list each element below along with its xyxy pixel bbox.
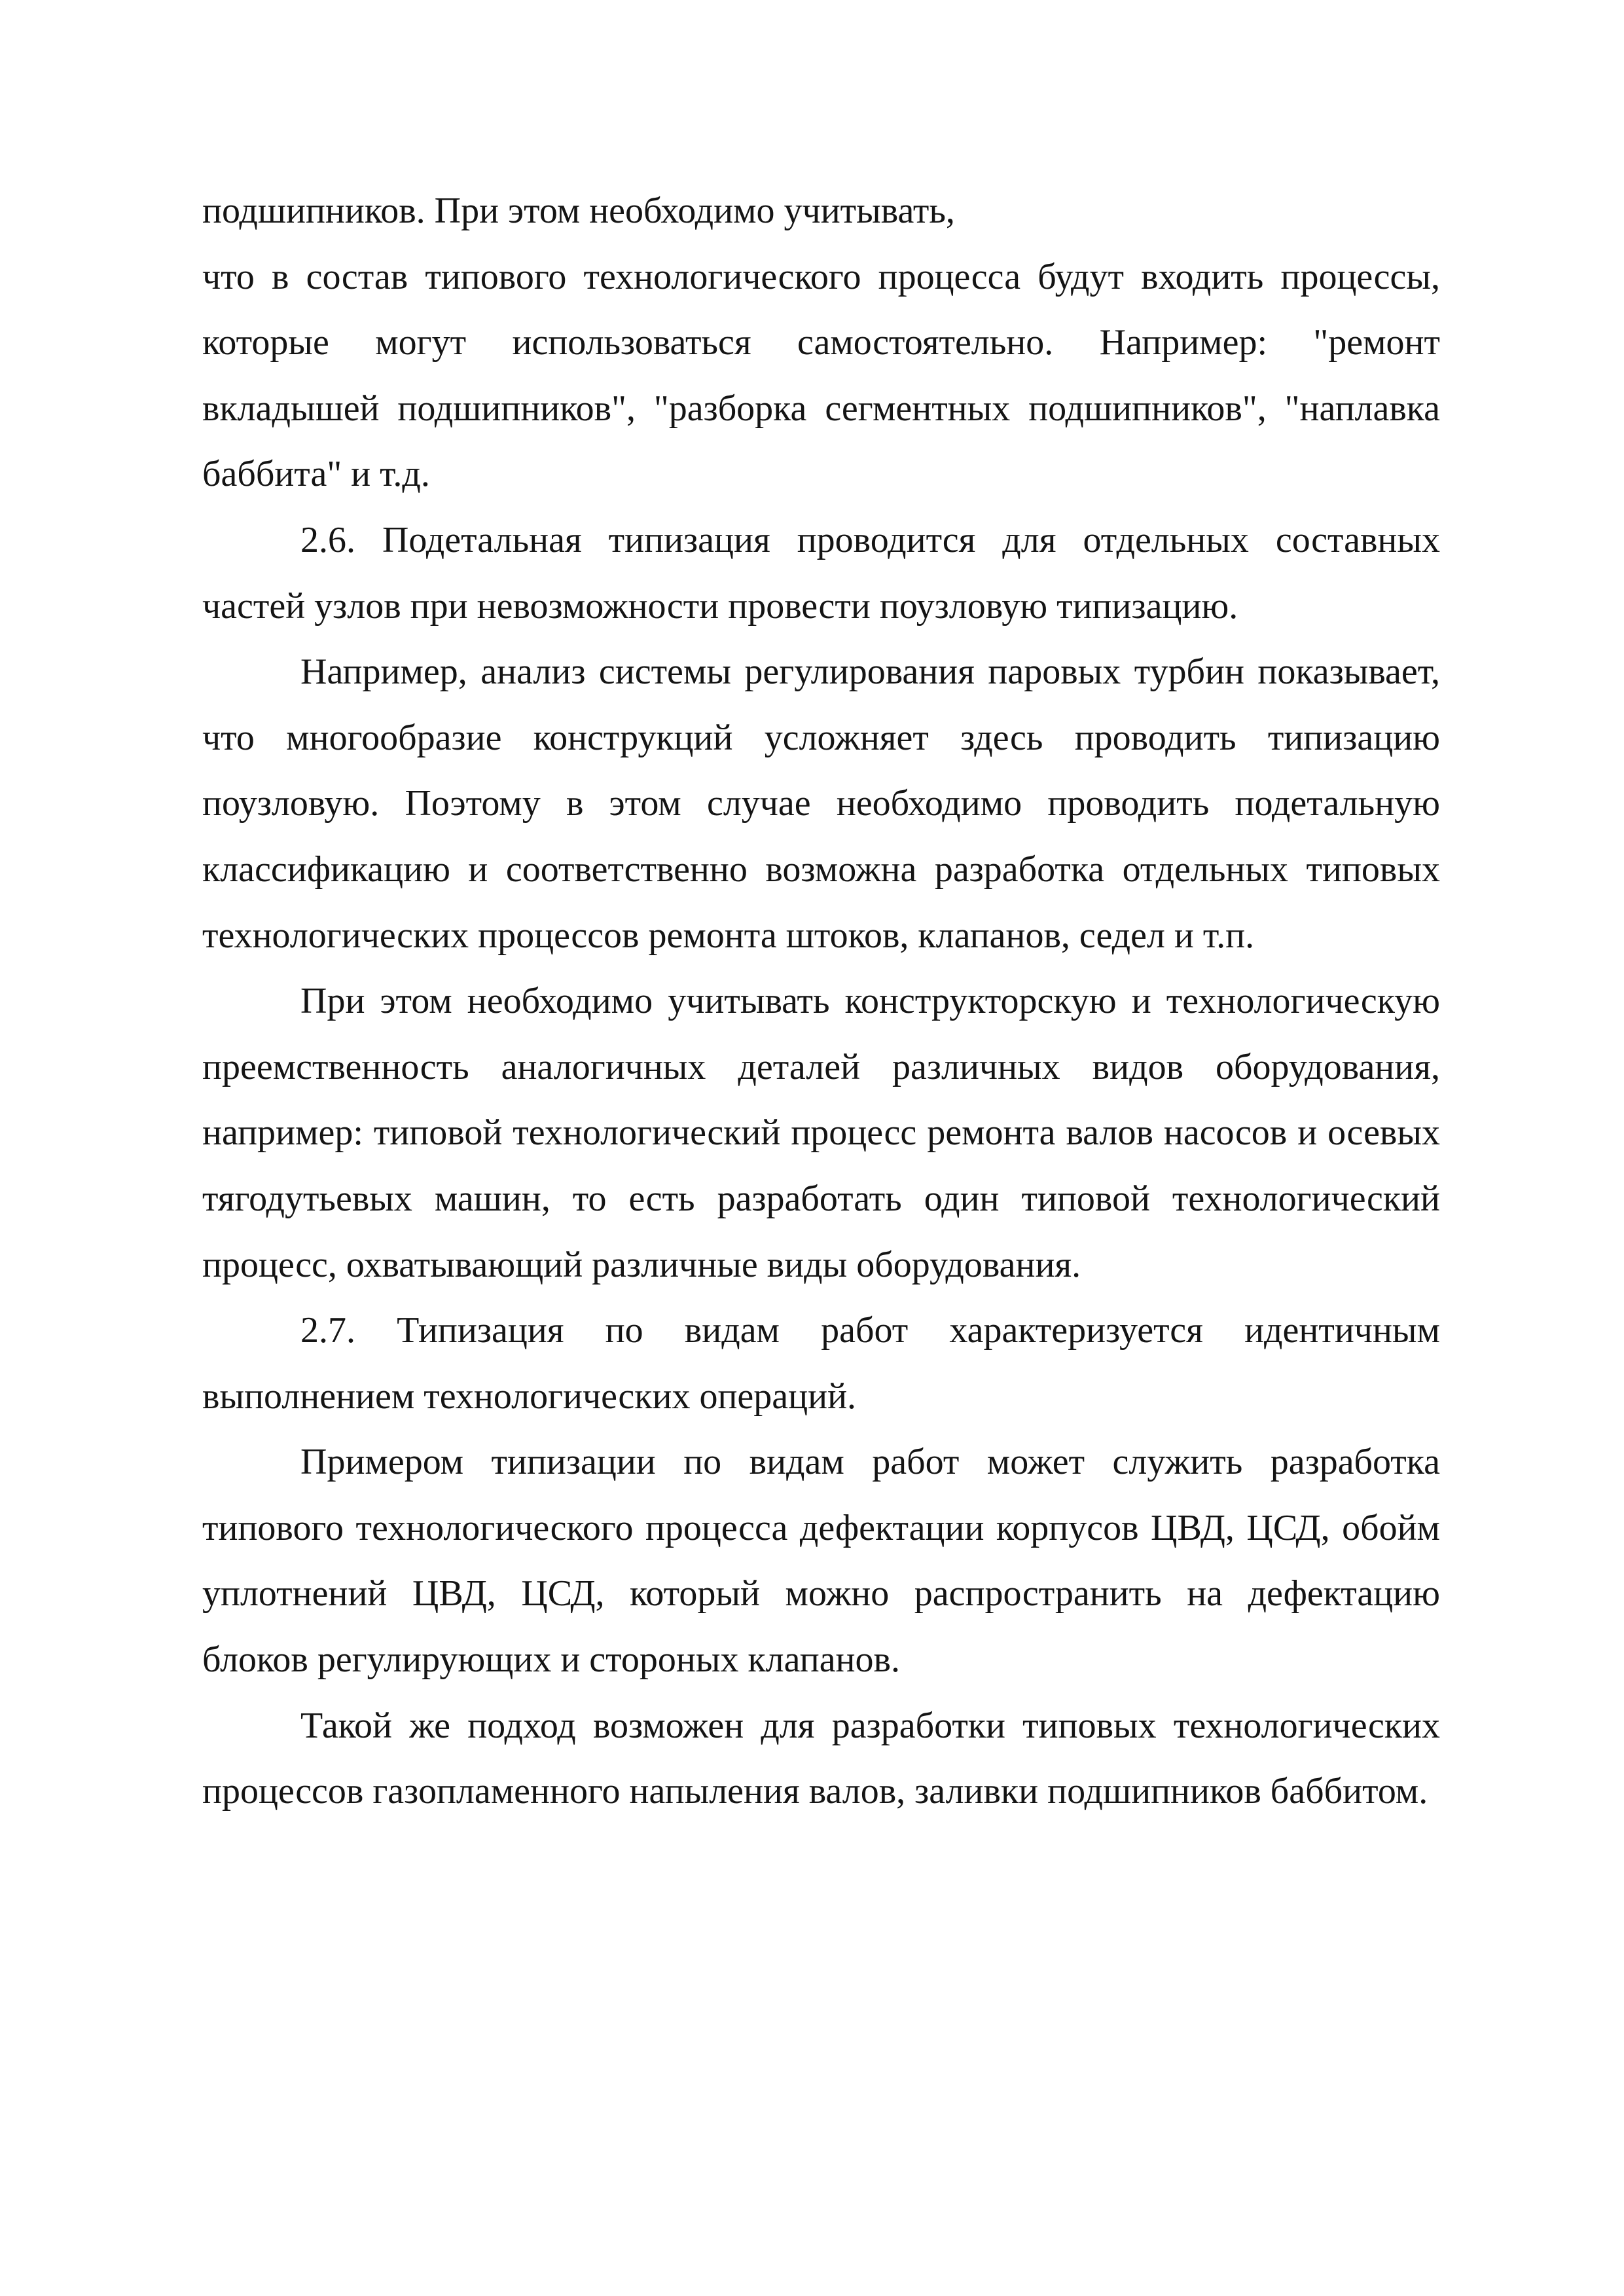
paragraph: Такой же подход возможен для разработки типовых технологических процессов газопламенного напыления валов, заливки подшипников баббитом. [202, 1705, 1440, 1812]
paragraph: 2.7. Типизация по видам работ характеризуется идентичным выполнением технологических операций. [202, 1310, 1440, 1417]
paragraph: что в состав типового технологического процесса будут входить процессы, которые могут использоваться самостоятельно. Например: "ремонт вкладышей подшипников", "разборка сегментных подшипников", "наплавка баббита" и т.д. [202, 256, 1440, 495]
paragraph: 2.6. Подетальная типизация проводится для отдельных составных частей узлов при невозможности провести поузловую типизацию. [202, 519, 1440, 627]
paragraph: При этом необходимо учитывать конструкторскую и технологическую преемственность аналогичных деталей различных видов оборудования, например: типовой технологический процесс ремонта валов насосов и осевых тягодутьевых машин, то есть разработать один типовой технологический процесс, охватывающий различные виды оборудования. [202, 981, 1440, 1285]
body-text [202, 178, 1440, 1825]
paragraph: подшипников. При этом необходимо учитывать, [202, 191, 955, 231]
paragraph: Примером типизации по видам работ может служить разработка типового технологического процесса дефектации корпусов ЦВД, ЦСД, обойм уплотнений ЦВД, ЦСД, который можно распространить на дефектацию блоков регулирующих и стороных клапанов. [202, 1442, 1440, 1681]
paragraph: Например, анализ системы регулирования паровых турбин показывает, что многообразие конструкций усложняет здесь проводить типизацию поузловую. Поэтому в этом случае необходимо проводить подетальную классификацию и соответственно возможна разработка отдельных типовых технологических процессов ремонта штоков, клапанов, седел и т.п. [202, 651, 1440, 956]
